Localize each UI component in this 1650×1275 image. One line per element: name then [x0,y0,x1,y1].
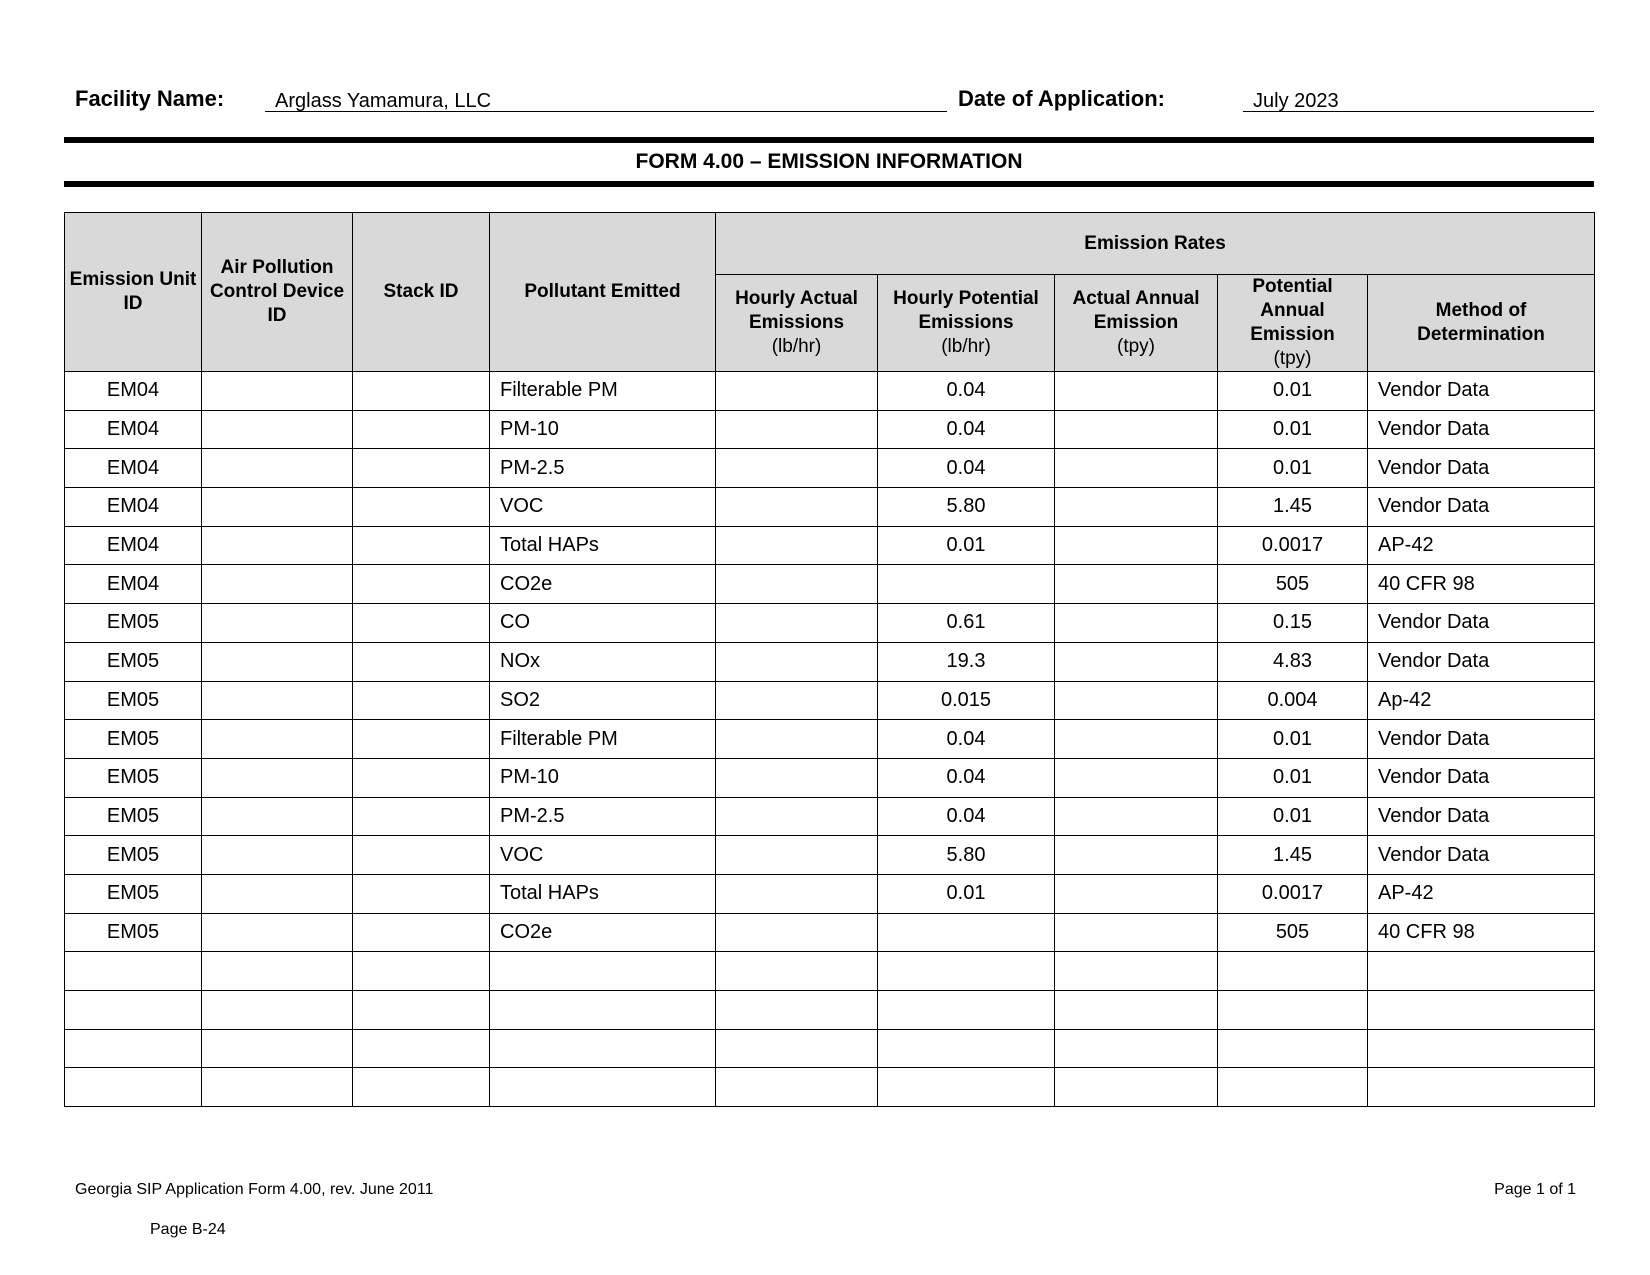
cell-method[interactable]: Vendor Data [1368,488,1595,527]
cell-stack-id[interactable] [353,488,490,527]
cell-pollutant[interactable] [490,991,716,1030]
cell-potential-annual[interactable]: 0.01 [1218,758,1368,797]
cell-emission-unit-id[interactable]: EM05 [65,836,202,875]
cell-hourly-actual[interactable] [716,836,878,875]
cell-actual-annual[interactable] [1055,836,1218,875]
cell-hourly-actual[interactable] [716,449,878,488]
cell-pollutant[interactable] [490,1029,716,1068]
cell-potential-annual[interactable]: 505 [1218,913,1368,952]
cell-apc-device-id[interactable] [202,952,353,991]
cell-pollutant[interactable]: CO2e [490,913,716,952]
emission-table [64,212,1595,1107]
cell-stack-id[interactable] [353,797,490,836]
cell-method[interactable]: Vendor Data [1368,410,1595,449]
table-row [65,797,1595,836]
cell-hourly-actual[interactable] [716,952,878,991]
cell-pollutant[interactable] [490,1068,716,1107]
header-emission-unit-id: Emission Unit ID [65,213,202,372]
cell-actual-annual[interactable] [1055,913,1218,952]
cell-potential-annual[interactable]: 505 [1218,565,1368,604]
cell-stack-id[interactable] [353,681,490,720]
cell-actual-annual[interactable] [1055,952,1218,991]
cell-emission-unit-id[interactable]: EM05 [65,913,202,952]
table-row [65,372,1595,411]
cell-potential-annual[interactable]: 1.45 [1218,488,1368,527]
cell-stack-id[interactable] [353,526,490,565]
cell-potential-annual[interactable]: 0.0017 [1218,526,1368,565]
cell-hourly-potential[interactable] [878,1029,1055,1068]
emission-table-body [65,372,1595,1107]
cell-hourly-potential[interactable]: 19.3 [878,642,1055,681]
cell-hourly-potential[interactable]: 0.04 [878,410,1055,449]
cell-potential-annual[interactable]: 0.01 [1218,410,1368,449]
cell-stack-id[interactable] [353,952,490,991]
date-of-application-label: Date of Application: [958,86,1165,111]
cell-pollutant[interactable]: PM-10 [490,758,716,797]
cell-emission-unit-id[interactable] [65,1068,202,1107]
cell-actual-annual[interactable] [1055,797,1218,836]
cell-hourly-potential[interactable] [878,913,1055,952]
cell-hourly-actual[interactable] [716,372,878,411]
cell-potential-annual[interactable]: 0.01 [1218,720,1368,759]
top-rule [64,137,1594,143]
cell-apc-device-id[interactable] [202,604,353,643]
cell-hourly-potential[interactable]: 0.015 [878,681,1055,720]
cell-hourly-potential[interactable]: 5.80 [878,488,1055,527]
cell-apc-device-id[interactable] [202,1068,353,1107]
cell-potential-annual[interactable] [1218,991,1368,1030]
cell-method[interactable]: Vendor Data [1368,604,1595,643]
header-hourly-potential: Hourly Potential Emissions (lb/hr) [878,275,1055,372]
cell-hourly-potential[interactable]: 0.01 [878,874,1055,913]
cell-potential-annual[interactable]: 0.0017 [1218,874,1368,913]
table-row [65,604,1595,643]
cell-pollutant[interactable]: PM-2.5 [490,449,716,488]
cell-apc-device-id[interactable] [202,526,353,565]
cell-stack-id[interactable] [353,1029,490,1068]
cell-hourly-potential[interactable] [878,565,1055,604]
cell-pollutant[interactable]: PM-10 [490,410,716,449]
table-row [65,758,1595,797]
cell-hourly-actual[interactable] [716,991,878,1030]
cell-potential-annual[interactable]: 0.01 [1218,797,1368,836]
cell-stack-id[interactable] [353,410,490,449]
cell-emission-unit-id[interactable]: EM05 [65,681,202,720]
table-row [65,565,1595,604]
cell-method[interactable]: AP-42 [1368,874,1595,913]
table-row [65,1068,1595,1107]
cell-apc-device-id[interactable] [202,488,353,527]
cell-pollutant[interactable]: CO [490,604,716,643]
cell-hourly-actual[interactable] [716,410,878,449]
header-stack-id: Stack ID [353,213,490,372]
cell-apc-device-id[interactable] [202,410,353,449]
cell-hourly-potential[interactable]: 0.04 [878,449,1055,488]
cell-method[interactable] [1368,1029,1595,1068]
footer-page-reference: Page B-24 [150,1221,226,1238]
date-of-application-field[interactable]: July 2023 [1243,88,1594,112]
cell-actual-annual[interactable] [1055,604,1218,643]
cell-emission-unit-id[interactable]: EM05 [65,642,202,681]
cell-potential-annual[interactable] [1218,1029,1368,1068]
cell-hourly-actual[interactable] [716,681,878,720]
cell-pollutant[interactable]: Total HAPs [490,874,716,913]
cell-actual-annual[interactable] [1055,681,1218,720]
cell-pollutant[interactable]: PM-2.5 [490,797,716,836]
cell-emission-unit-id[interactable]: EM04 [65,526,202,565]
cell-method[interactable]: AP-42 [1368,526,1595,565]
table-row [65,720,1595,759]
cell-actual-annual[interactable] [1055,372,1218,411]
cell-pollutant[interactable]: Filterable PM [490,372,716,411]
cell-method[interactable]: Vendor Data [1368,372,1595,411]
footer-page-count: Page 1 of 1 [1494,1181,1576,1198]
cell-method[interactable]: 40 CFR 98 [1368,913,1595,952]
cell-emission-unit-id[interactable]: EM04 [65,488,202,527]
cell-hourly-potential[interactable]: 0.04 [878,720,1055,759]
cell-pollutant[interactable]: VOC [490,488,716,527]
cell-hourly-potential[interactable]: 0.61 [878,604,1055,643]
footer-form-reference: Georgia SIP Application Form 4.00, rev. June 2011 [75,1181,434,1198]
cell-method[interactable]: 40 CFR 98 [1368,565,1595,604]
cell-potential-annual[interactable]: 0.01 [1218,449,1368,488]
cell-stack-id[interactable] [353,720,490,759]
cell-actual-annual[interactable] [1055,720,1218,759]
cell-pollutant[interactable]: VOC [490,836,716,875]
header-apc-device-id: Air Pollution Control Device ID [202,213,353,372]
cell-emission-unit-id[interactable]: EM05 [65,720,202,759]
table-row [65,913,1595,952]
cell-potential-annual[interactable]: 0.01 [1218,372,1368,411]
cell-apc-device-id[interactable] [202,797,353,836]
cell-stack-id[interactable] [353,604,490,643]
cell-potential-annual[interactable] [1218,1068,1368,1107]
cell-actual-annual[interactable] [1055,1068,1218,1107]
cell-stack-id[interactable] [353,1068,490,1107]
cell-stack-id[interactable] [353,836,490,875]
cell-potential-annual[interactable]: 1.45 [1218,836,1368,875]
cell-apc-device-id[interactable] [202,449,353,488]
cell-stack-id[interactable] [353,642,490,681]
table-row [65,449,1595,488]
cell-stack-id[interactable] [353,913,490,952]
cell-method[interactable]: Vendor Data [1368,449,1595,488]
cell-hourly-actual[interactable] [716,1029,878,1068]
cell-potential-annual[interactable]: 0.15 [1218,604,1368,643]
cell-stack-id[interactable] [353,991,490,1030]
cell-method[interactable]: Vendor Data [1368,720,1595,759]
header-actual-annual: Actual Annual Emission (tpy) [1055,275,1218,372]
cell-emission-unit-id[interactable]: EM04 [65,410,202,449]
header-hourly-actual: Hourly Actual Emissions (lb/hr) [716,275,878,372]
facility-name-label: Facility Name: [75,86,225,111]
cell-pollutant[interactable]: NOx [490,642,716,681]
cell-method[interactable]: Vendor Data [1368,642,1595,681]
table-row [65,991,1595,1030]
table-row [65,1029,1595,1068]
cell-pollutant[interactable]: Total HAPs [490,526,716,565]
cell-actual-annual[interactable] [1055,642,1218,681]
header-method-of-determination: Method of Determination [1368,275,1595,372]
cell-apc-device-id[interactable] [202,758,353,797]
cell-emission-unit-id[interactable]: EM05 [65,874,202,913]
cell-pollutant[interactable] [490,952,716,991]
cell-hourly-potential[interactable]: 0.04 [878,797,1055,836]
cell-hourly-potential[interactable] [878,1068,1055,1107]
table-row [65,488,1595,527]
cell-emission-unit-id[interactable] [65,952,202,991]
cell-method[interactable] [1368,1068,1595,1107]
header-emission-rates: Emission Rates [716,213,1595,275]
table-row [65,410,1595,449]
header-pollutant-emitted: Pollutant Emitted [490,213,716,372]
cell-stack-id[interactable] [353,372,490,411]
cell-apc-device-id[interactable] [202,874,353,913]
cell-apc-device-id[interactable] [202,681,353,720]
cell-method[interactable] [1368,952,1595,991]
bottom-rule [64,181,1594,187]
form-title: FORM 4.00 – EMISSION INFORMATION [635,150,1023,173]
cell-apc-device-id[interactable] [202,836,353,875]
table-row [65,874,1595,913]
cell-method[interactable]: Ap-42 [1368,681,1595,720]
cell-hourly-actual[interactable] [716,720,878,759]
table-row [65,526,1595,565]
cell-hourly-actual[interactable] [716,565,878,604]
cell-hourly-actual[interactable] [716,913,878,952]
cell-method[interactable]: Vendor Data [1368,758,1595,797]
cell-hourly-actual[interactable] [716,874,878,913]
cell-hourly-actual[interactable] [716,642,878,681]
cell-pollutant[interactable]: Filterable PM [490,720,716,759]
cell-stack-id[interactable] [353,449,490,488]
cell-apc-device-id[interactable] [202,720,353,759]
cell-hourly-actual[interactable] [716,797,878,836]
table-row [65,836,1595,875]
cell-apc-device-id[interactable] [202,1029,353,1068]
cell-emission-unit-id[interactable]: EM05 [65,797,202,836]
cell-apc-device-id[interactable] [202,565,353,604]
cell-pollutant[interactable]: CO2e [490,565,716,604]
table-row [65,681,1595,720]
cell-apc-device-id[interactable] [202,991,353,1030]
cell-emission-unit-id[interactable]: EM04 [65,449,202,488]
cell-hourly-actual[interactable] [716,1068,878,1107]
cell-potential-annual[interactable]: 0.004 [1218,681,1368,720]
cell-hourly-potential[interactable]: 5.80 [878,836,1055,875]
cell-method[interactable] [1368,991,1595,1030]
cell-actual-annual[interactable] [1055,874,1218,913]
cell-hourly-actual[interactable] [716,488,878,527]
cell-stack-id[interactable] [353,565,490,604]
cell-apc-device-id[interactable] [202,372,353,411]
cell-actual-annual[interactable] [1055,488,1218,527]
cell-emission-unit-id[interactable]: EM04 [65,372,202,411]
table-row [65,642,1595,681]
cell-apc-device-id[interactable] [202,913,353,952]
cell-emission-unit-id[interactable] [65,1029,202,1068]
cell-potential-annual[interactable]: 4.83 [1218,642,1368,681]
cell-stack-id[interactable] [353,758,490,797]
table-row [65,952,1595,991]
cell-emission-unit-id[interactable] [65,991,202,1030]
cell-emission-unit-id[interactable]: EM04 [65,565,202,604]
cell-actual-annual[interactable] [1055,526,1218,565]
cell-potential-annual[interactable] [1218,952,1368,991]
cell-method[interactable]: Vendor Data [1368,836,1595,875]
cell-hourly-potential[interactable]: 0.04 [878,758,1055,797]
cell-hourly-actual[interactable] [716,758,878,797]
cell-actual-annual[interactable] [1055,758,1218,797]
cell-stack-id[interactable] [353,874,490,913]
cell-actual-annual[interactable] [1055,449,1218,488]
cell-emission-unit-id[interactable]: EM05 [65,604,202,643]
cell-apc-device-id[interactable] [202,642,353,681]
cell-actual-annual[interactable] [1055,991,1218,1030]
cell-hourly-potential[interactable] [878,991,1055,1030]
header-potential-annual: Potential Annual Emission (tpy) [1218,275,1368,372]
cell-hourly-actual[interactable] [716,604,878,643]
cell-actual-annual[interactable] [1055,410,1218,449]
cell-actual-annual[interactable] [1055,1029,1218,1068]
cell-actual-annual[interactable] [1055,565,1218,604]
cell-method[interactable]: Vendor Data [1368,797,1595,836]
cell-pollutant[interactable]: SO2 [490,681,716,720]
cell-emission-unit-id[interactable]: EM05 [65,758,202,797]
cell-hourly-actual[interactable] [716,526,878,565]
cell-hourly-potential[interactable] [878,952,1055,991]
cell-hourly-potential[interactable]: 0.04 [878,372,1055,411]
cell-hourly-potential[interactable]: 0.01 [878,526,1055,565]
facility-name-field[interactable]: Arglass Yamamura, LLC [265,88,947,112]
